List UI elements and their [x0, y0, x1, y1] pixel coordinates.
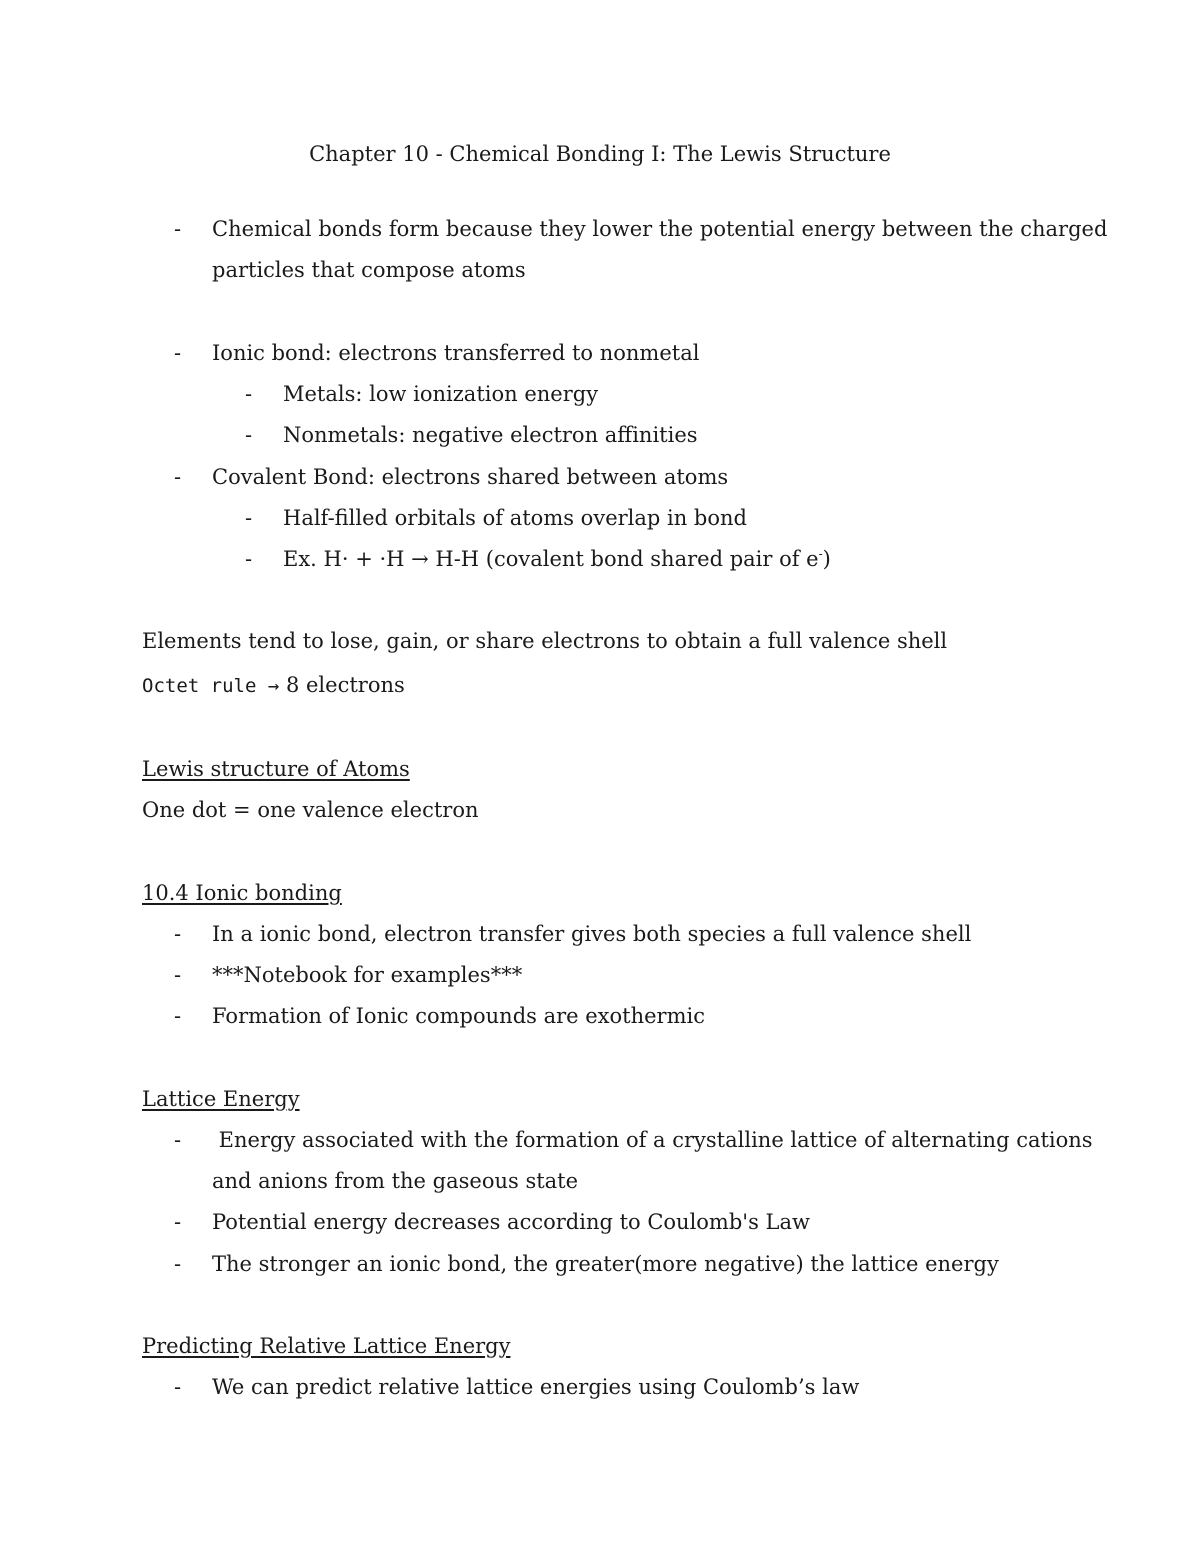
octet-rule-label: Octet rule →	[142, 675, 280, 697]
lewis-text: One dot = one valence electron	[142, 798, 479, 822]
bullet-dash: -	[174, 1210, 182, 1234]
octet-rule-value: 8 electrons	[285, 673, 405, 697]
intro-line-2: particles that compose atoms	[212, 258, 526, 282]
lattice-energy-heading: Lattice Energy	[142, 1087, 300, 1111]
bullet-dash: -	[174, 217, 182, 241]
bullet-dash: -	[174, 963, 182, 987]
bullet-dash: -	[174, 465, 182, 489]
lewis-heading: Lewis structure of Atoms	[142, 757, 410, 781]
lattice-item-3: The stronger an ionic bond, the greater(more negative) the lattice energy	[212, 1252, 999, 1276]
ionic-bonding-heading: 10.4 Ionic bonding	[142, 881, 342, 905]
sub-bullet-dash: -	[245, 382, 253, 406]
lattice-item-1-line-1: Energy associated with the formation of a crystalline lattice of alternating cations	[212, 1128, 1093, 1152]
ionic-bonding-item: In a ionic bond, electron transfer gives both species a full valence shell	[212, 922, 972, 946]
ionic-bonding-item: Formation of Ionic compounds are exothermic	[212, 1004, 705, 1028]
orbital-overlap-text: Half-filled orbitals of atoms overlap in bond	[283, 506, 747, 530]
intro-line-1: Chemical bonds form because they lower the potential energy between the charged	[212, 217, 1108, 241]
bullet-dash: -	[174, 1128, 182, 1152]
bullet-dash: -	[174, 341, 182, 365]
bullet-dash: -	[174, 1004, 182, 1028]
valence-shell-text: Elements tend to lose, gain, or share electrons to obtain a full valence shell	[142, 629, 948, 653]
covalent-example-end: )	[822, 547, 831, 571]
covalent-bond-label: Covalent Bond: electrons shared between atoms	[212, 465, 729, 489]
lattice-item-2: Potential energy decreases according to Coulomb's Law	[212, 1210, 810, 1234]
ionic-bond-label: Ionic bond: electrons transferred to nonmetal	[212, 341, 700, 365]
sub-bullet-dash: -	[245, 547, 253, 571]
page-title: Chapter 10 - Chemical Bonding I: The Lewis Structure	[309, 142, 891, 166]
octet-rule-line	[142, 672, 405, 699]
bullet-dash: -	[174, 1375, 182, 1399]
predicting-heading: Predicting Relative Lattice Energy	[142, 1334, 511, 1358]
electron-charge-superscript: -	[818, 547, 823, 561]
nonmetals-text: Nonmetals: negative electron affinities	[283, 423, 698, 447]
metals-text: Metals: low ionization energy	[283, 382, 599, 406]
covalent-example	[283, 546, 831, 572]
sub-bullet-dash: -	[245, 423, 253, 447]
lattice-item-1-line-2: and anions from the gaseous state	[212, 1169, 579, 1193]
bullet-dash: -	[174, 1252, 182, 1276]
ionic-bonding-item: ***Notebook for examples***	[212, 963, 523, 987]
covalent-example-text: Ex. H· + ·H → H-H (covalent bond shared pair of e	[283, 547, 819, 571]
bullet-dash: -	[174, 922, 182, 946]
predicting-item-1: We can predict relative lattice energies using Coulomb’s law	[212, 1375, 860, 1399]
sub-bullet-dash: -	[245, 506, 253, 530]
